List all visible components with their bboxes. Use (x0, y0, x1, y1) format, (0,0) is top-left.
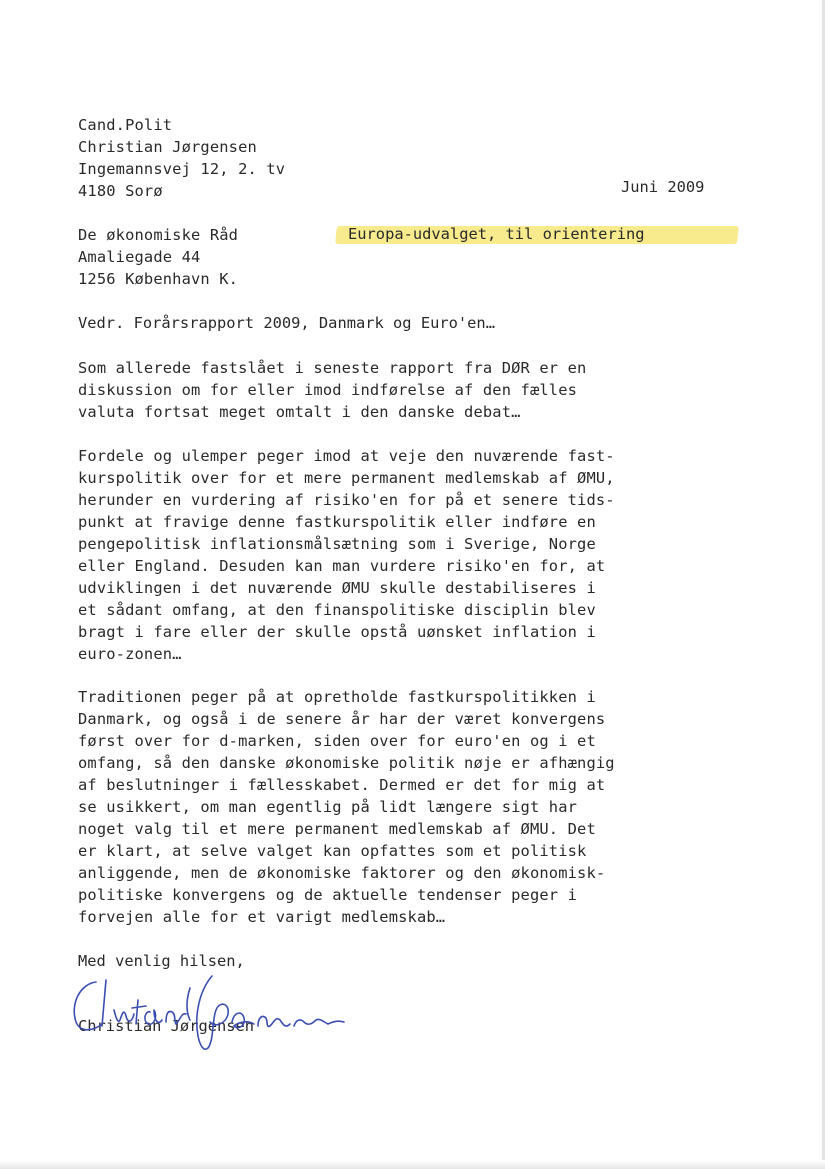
paragraph-line: se usikkert, om man egentlig på lidt længere sigt har (78, 798, 578, 816)
sender-line: 4180 Sorø (78, 182, 163, 200)
paragraph-line: af beslutninger i fællesskabet. Dermed er det for mig at (78, 776, 606, 794)
paragraph-line: anliggende, men de økonomiske faktorer og den økonomisk- (78, 864, 606, 882)
paragraph-line: Fordele og ulemper peger imod at veje den nuværende fast- (78, 447, 615, 465)
scan-shadow (0, 1160, 825, 1169)
recipient-line: Amaliegade 44 (78, 248, 201, 266)
paragraph-line: omfang, så den danske økonomiske politik nøje er afhængig (78, 754, 615, 772)
recipient-line: 1256 København K. (78, 270, 239, 288)
sender-line: Christian Jørgensen (78, 138, 257, 156)
paragraph-line: eller England. Desuden kan man vurdere risiko'en for, at (78, 557, 606, 575)
paragraph-line: diskussion om for eller imod indførelse af den fælles (78, 381, 578, 399)
letter-date: Juni 2009 (621, 178, 705, 196)
handwritten-signature (62, 970, 362, 1065)
paragraph-line: herunder en vurdering af risiko'en for på et senere tids- (78, 491, 615, 509)
paragraph-line: valuta fortsat meget omtalt i den danske debat… (78, 403, 521, 421)
paragraph-line: forvejen alle for et varigt medlemskab… (78, 908, 446, 926)
paragraph-line: er klart, at selve valget kan opfattes som et politisk (78, 842, 587, 860)
signature-name: Christian Jørgensen (78, 1017, 255, 1035)
highlighted-annotation (336, 222, 740, 248)
paragraph-line: først over for d-marken, siden over for euro'en og i et (78, 732, 596, 750)
sender-line: Cand.Polit (78, 116, 173, 134)
subject-line: Vedr. Forårsrapport 2009, Danmark og Euro'en… (78, 314, 495, 332)
annotation-text: Europa-udvalget, til orientering (348, 225, 645, 243)
closing-salutation: Med venlig hilsen, (78, 952, 245, 970)
paragraph-line: pengepolitisk inflationsmålsætning som i Sverige, Norge (78, 535, 596, 553)
paragraph-line: Danmark, og også i de senere år har der været konvergens (78, 710, 606, 728)
paragraph-line: bragt i fare eller der skulle opstå uønsket inflation i (78, 623, 596, 641)
paragraph-line: Som allerede fastslået i seneste rapport fra DØR er en (78, 359, 587, 377)
paragraph-line: punkt at fravige denne fastkurspolitik eller indføre en (78, 513, 596, 531)
paragraph-line: et sådant omfang, at den finanspolitiske disciplin blev (78, 601, 596, 619)
paragraph-line: udviklingen i det nuværende ØMU skulle destabiliseres i (78, 579, 596, 597)
paragraph-line: kurspolitik over for et mere permanent medlemskab af ØMU, (78, 469, 615, 487)
recipient-line: De økonomiske Råd (78, 226, 239, 244)
paragraph-line: euro-zonen… (78, 645, 182, 663)
sender-line: Ingemannsvej 12, 2. tv (78, 160, 286, 178)
paragraph-line: politiske konvergens og de aktuelle tendenser peger i (78, 886, 578, 904)
paragraph-line: noget valg til et mere permanent medlemskab af ØMU. Det (78, 820, 596, 838)
paragraph-line: Traditionen peger på at opretholde fastkurspolitikken i (78, 688, 596, 706)
